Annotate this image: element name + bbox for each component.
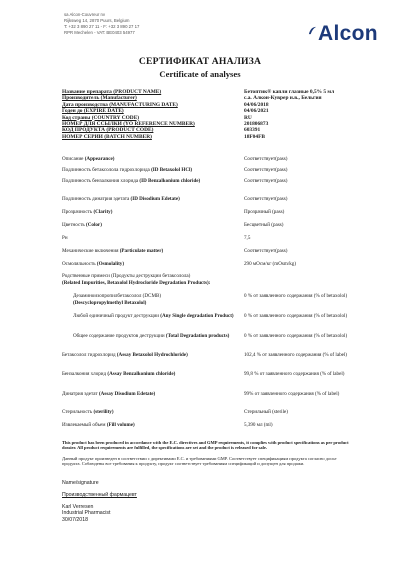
- spec-value: 0 % от заявленного содержания (% of betaxolol): [244, 293, 348, 299]
- spec-label: Бензалкония хлорид (Assay Benzalkonium chloride): [62, 371, 176, 377]
- field-label: Дата производства (MANUFACTURING DATE): [62, 101, 178, 108]
- certificate-title-ru: СЕРТИФИКАТ АНАЛИЗА: [138, 56, 262, 67]
- spec-label: Бетаксолол гидрохлорид (Assay Betaxolol Hydrochloride): [62, 352, 188, 358]
- field-label: Годен до (EXPIRE DATE): [62, 108, 124, 115]
- spec-label: Подлинность динатрия эдетата (ID Disodium Edetate): [62, 196, 180, 202]
- spec-label: Общее содержание продуктов деструкции (Total Degradation products): [73, 333, 230, 339]
- spec-label: Родственные примеси (Продукты деструкции бетаксолола) (Related Impurities, Betaxolol Hydrocloride Degradation Products):: [62, 273, 211, 286]
- field-value: 04/06/2018: [244, 101, 269, 108]
- spec-label: Динатрия эдетат (Assay Disodium Edetate): [62, 391, 156, 397]
- field-label: Название препарата (PRODUCT NAME): [62, 89, 162, 95]
- spec-label: Извлекаемый объем (Fill volume): [62, 422, 135, 428]
- pharmacist-title-ru: Производственный фармацевт: [62, 492, 137, 498]
- field-value: 04/06/2021: [244, 108, 269, 115]
- field-value: 18F04FB: [244, 133, 265, 140]
- field-label: НОМЕР ДЛЯ ССЫЛКИ (YO REFERENCE NUMBER): [62, 120, 195, 127]
- spec-value: 290 мОсм/кг (mOsm/kg): [244, 261, 297, 267]
- field-value: RU: [244, 114, 252, 121]
- spec-value: Соответствует(pass): [244, 248, 288, 254]
- certificate-title-en: Certificate of analyses: [159, 69, 241, 79]
- field-label: Производитель (Manufacturer): [62, 95, 137, 102]
- swoosh-icon: [308, 26, 317, 35]
- spec-value: 0 % от заявленного содержания (% of betaxolol): [244, 313, 348, 319]
- signer-title: Industrial Pharmacist: [62, 510, 111, 517]
- field-value: с.а. Алкон-Куврер н.в., Бельгия: [244, 95, 322, 102]
- spec-value: 99,8 % от заявленного содержания (% of label): [244, 371, 345, 377]
- release-statement-ru: Данный продукт произведен в соответствии с директивами Е.С. и требованиями GMP. Соответствует спецификациям продукта согласно досье продукта. Соблюдены все требования к продукту, продукт соответствует требованиям спецификаций и допущен для продажи.: [62, 456, 337, 467]
- spec-label: Прозрачность (Clarity): [62, 209, 113, 215]
- company-address: [64, 12, 139, 36]
- signer-name: Karl Verresen: [62, 504, 94, 510]
- spec-value: Соответствует(pass): [244, 156, 288, 162]
- spec-label: Подлинность бетаксолола гидрохлорида (ID Betaxolol HCl): [62, 167, 193, 173]
- spec-label: Описание (Appearance): [62, 156, 115, 162]
- product-info-block: [62, 89, 362, 140]
- spec-value: 102,4 % от заявленного содержания (% of label): [244, 352, 348, 358]
- batch-number-row: [62, 134, 362, 140]
- field-label: НОМЕР СЕРИИ (BATCH NUMBER): [62, 133, 152, 140]
- spec-label: Подлинность бензалкония хлорида (ID Benzalkonium chloride): [62, 178, 201, 184]
- field-value: Бетоптик® капли глазные 0,5% 5 мл: [244, 89, 335, 95]
- spec-value: 5,390 мл (ml): [244, 422, 273, 428]
- spec-label: Механические включения (Particulate matter): [62, 248, 164, 254]
- company-line: Rijksweg 14, 2870 Puurs, Belgium: [64, 17, 130, 23]
- spec-value: Прозрачный (pass): [244, 209, 285, 215]
- signer-block: [62, 504, 110, 523]
- spec-value: Стерильный (sterile): [244, 409, 288, 415]
- field-label: КОД ПРОДУКТА (PRODUCT CODE): [62, 127, 154, 134]
- field-label: Код страны (COUNTRY CODE): [62, 114, 140, 121]
- spec-value: Соответствует(pass): [244, 196, 288, 202]
- logo-text: Alcon: [318, 22, 378, 45]
- company-line: sa Alcon-Couvreur nv: [64, 12, 106, 17]
- spec-value: 99% от заявленного содержания (% of label): [244, 391, 340, 397]
- field-value: 201806873: [244, 120, 269, 127]
- company-line: T: +32 3 890 27 11 - F: +32 3 890 27 17: [64, 23, 140, 29]
- spec-label: Дезаминоизопропилбетаксолол (DCMB) (Descyclopropylmethyl Betaxolol): [73, 293, 162, 306]
- spec-value: 7,5: [244, 235, 251, 241]
- spec-label: Цветность (Color): [62, 222, 102, 228]
- alcon-logo: [308, 22, 378, 46]
- spec-value: Соответствует(pass): [244, 167, 288, 173]
- spec-label: Любой единичный продукт деструкции (Any Single degradation Product): [73, 313, 234, 319]
- spec-label: Осмоляльность (Osmolality): [62, 261, 125, 267]
- spec-label: Рн: [62, 235, 68, 241]
- spec-label: Стерильность (sterility): [62, 409, 114, 415]
- sign-date: 30/07/2018: [62, 516, 88, 523]
- company-line: RPR Mechelen - VAT: BE0403 54977: [64, 29, 135, 35]
- release-statement-en: This product has been produced in accordance with the E.C. directives and GMP requirements, it complies with product specifications as per product dossier. All product requirements are fulfilled, the specifications are set and the product is released for sale.: [62, 440, 349, 451]
- name-signature-label: Name/signature: [62, 480, 99, 486]
- spec-value: Бесцветный (pass): [244, 222, 284, 228]
- field-value: 603391: [244, 127, 261, 134]
- spec-value: Соответствует(pass): [244, 178, 288, 184]
- spec-value: 0 % от заявленного содержания (% of betaxolol): [244, 333, 348, 339]
